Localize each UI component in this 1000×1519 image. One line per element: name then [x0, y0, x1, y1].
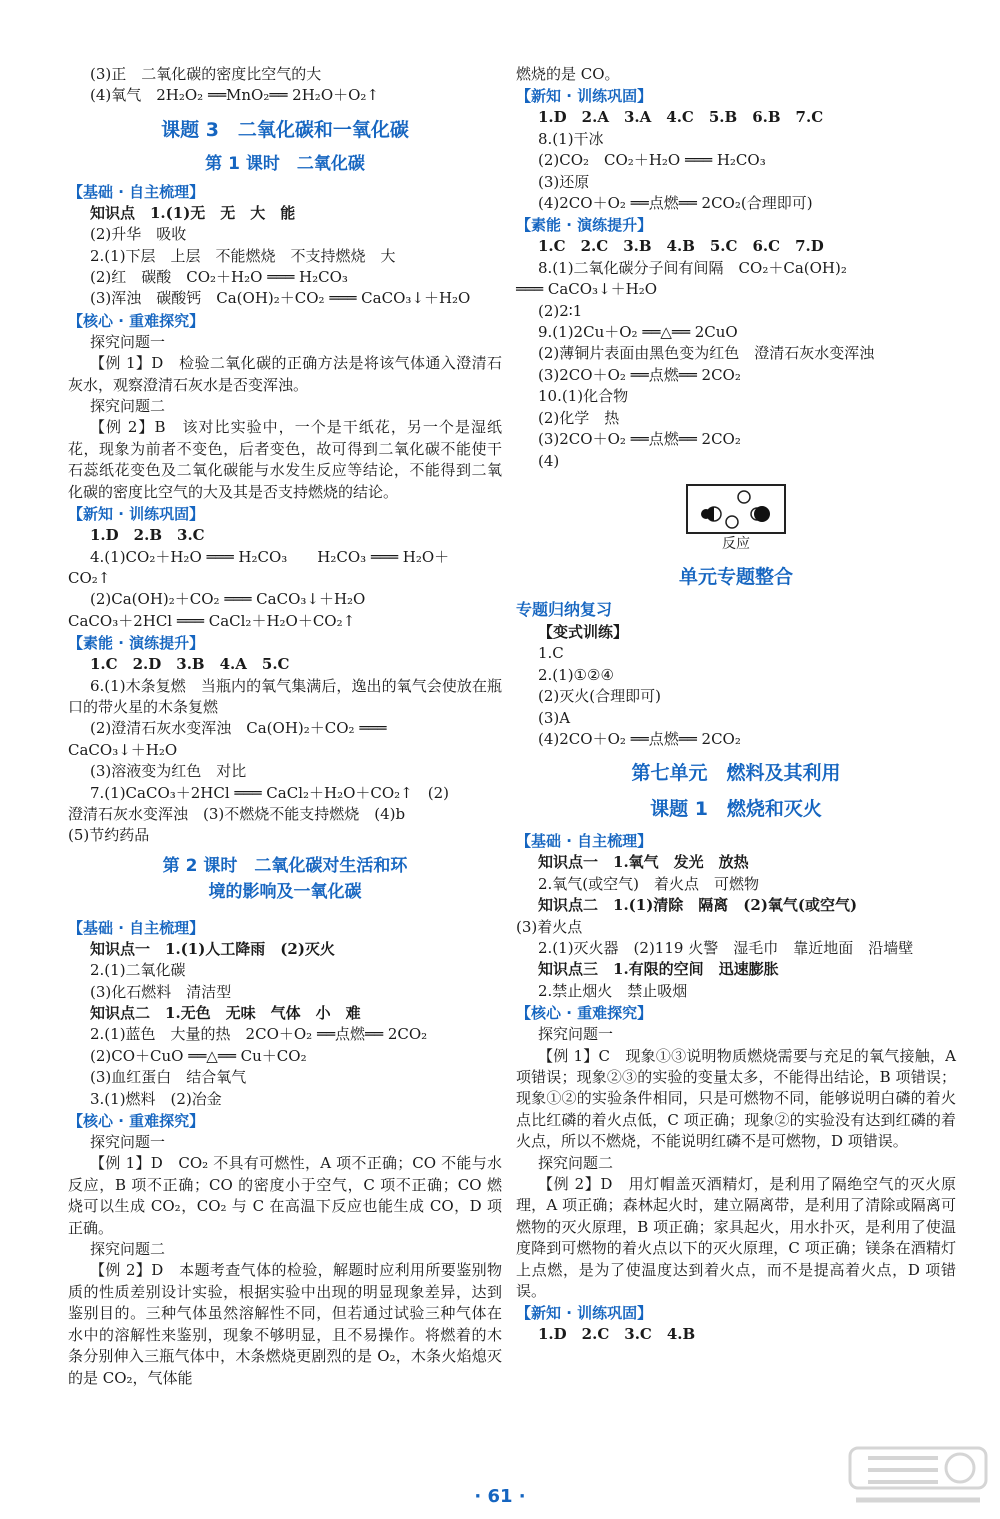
answer-line: 知识点一 1.(1)人工降雨 (2)灭火	[90, 939, 335, 958]
section-label: 【新知 · 训练巩固】	[516, 1304, 653, 1323]
equation-line: (4)氧气 2H₂O₂ ══MnO₂══ 2H₂O＋O₂↑	[90, 86, 379, 105]
answer-line: 7.(1)CaCO₃＋2HCl ═══ CaCl₂＋H₂O＋CO₂↑ (2)	[90, 783, 449, 802]
answer-line: 2.氧气(或空气) 着火点 可燃物	[538, 874, 760, 893]
section-label: 【核心 · 重难探究】	[516, 1004, 653, 1023]
lesson-heading: 第 2 课时 二氧化碳对生活和环	[162, 855, 408, 876]
answer-line: (3)正 二氧化碳的密度比空气的大	[90, 65, 322, 83]
atom-black	[701, 509, 711, 519]
atom-white	[738, 491, 750, 503]
section-label: 【素能 · 演练提升】	[516, 216, 653, 235]
section-label: 【素能 · 演练提升】	[68, 634, 205, 653]
section-label: 【新知 · 训练巩固】	[516, 87, 653, 106]
atom-black	[754, 506, 770, 522]
answer-line: (4)	[538, 451, 560, 470]
answer-line: 2.(1)下层 上层 不能燃烧 不支持燃烧 大	[90, 246, 396, 265]
unit-heading: 单元专题整合	[678, 565, 793, 588]
equation-line: (4)2CO＋O₂ ══点燃══ 2CO₂	[538, 729, 741, 748]
section-label: 【核心 · 重难探究】	[68, 1112, 205, 1131]
equation-line: (3)2CO＋O₂ ══点燃══ 2CO₂	[538, 365, 741, 384]
answer-line: (2)2∶1	[538, 301, 583, 320]
answer-line: (2)升华 吸收	[90, 225, 187, 244]
answer-line: (5)节约药品	[68, 826, 150, 845]
answer-line: (2)CO₂ CO₂＋H₂O ═══ H₂CO₃	[538, 151, 766, 170]
answer-line: 4.(1)CO₂＋H₂O ═══ H₂CO₃ H₂CO₃ ═══ H₂O＋	[90, 547, 450, 566]
equation-line: (2)CO＋CuO ══△══ Cu＋CO₂	[90, 1046, 307, 1065]
answer-line: (3)血红蛋白 结合氧气	[90, 1068, 247, 1087]
equation-line: 2.(1)蓝色 大量的热 2CO＋O₂ ══点燃══ 2CO₂	[90, 1025, 428, 1044]
answer-line: 8.(1)二氧化碳分子间有间隔 CO₂＋Ca(OH)₂	[538, 258, 847, 277]
answer-paragraph: (2)薄铜片表面由黑色变为红色 澄清石灰水变浑浊	[538, 344, 875, 363]
answer-line: 2.(1)①②④	[538, 665, 614, 684]
subheading: 【变式训练】	[538, 622, 629, 641]
answer-line: (2)澄清石灰水变浑浊 Ca(OH)₂＋CO₂ ═══	[90, 719, 387, 738]
answer-line: CaCO₃＋2HCl ═══ CaCl₂＋H₂O＋CO₂↑	[68, 611, 356, 630]
answer-line: 知识点一 1.氧气 发光 放热	[538, 853, 749, 872]
answer-line: 澄清石灰水变浑浊 (3)不燃烧不能支持燃烧 (4)b	[68, 804, 406, 823]
section-label: 【基础 · 自主梳理】	[68, 182, 205, 201]
answer-line: 燃烧的是 CO。	[516, 65, 620, 83]
section-label: 【基础 · 自主梳理】	[516, 832, 653, 851]
lesson-heading: 第 1 课时 二氧化碳	[205, 153, 365, 174]
subheading: 探究问题一	[538, 1025, 614, 1044]
answer-line: 知识点二 1.无色 无味 气体 小 难	[90, 1004, 361, 1022]
review-heading: 专题归纳复习	[516, 599, 613, 619]
watermark-logo	[848, 1444, 988, 1508]
explanation-paragraph: 【例 1】C 现象①③说明物质燃烧需要与充足的氧气接触，A 项错误；现象②③的实验的变量太多，不能得出结论，B 项错误；现象①②的实验条件相同，只是可燃物不同，能够说明白磷的着火点比红磷的着火点低，C 项正确；现象②的实验没有达到红磷的着火点，所以不燃烧，不能说明红磷不是可燃物，D 项错误。	[516, 1046, 956, 1151]
explanation-paragraph: 【例 1】D CO₂ 不具有可燃性，A 项不正确；CO 不能与水反应，B 项不正确；CO 的密度小于空气，C 项不正确；CO 燃烧可以生成 CO₂，CO₂ 与 C 在高温下反应也能生成 CO，D 项正确。	[68, 1154, 502, 1237]
lesson-heading-cont: 境的影响及一氧化碳	[208, 881, 362, 902]
unit-heading: 第七单元 燃料及其利用	[631, 762, 841, 785]
answer-line: 1.D 2.B 3.C	[90, 526, 205, 545]
answer-line: CaCO₃↓＋H₂O	[68, 740, 178, 759]
equation-line: 9.(1)2Cu＋O₂ ══△══ 2CuO	[538, 323, 738, 342]
explanation-paragraph: 【例 2】D 本题考查气体的检验，解题时应利用所要鉴别物质的性质差别设计实验，根据实验中出现的明显现象差异，达到鉴别目的。三种气体虽然溶解性不同，但若通过试验三种气体在水中的溶解性来鉴别，现象不够明显，且不易操作。将燃着的木条分别伸入三瓶气体中，木条燃烧更剧烈的是 O₂，木条火焰熄灭的是 CO₂，气体能	[68, 1261, 502, 1387]
answer-line: 知识点二 1.(1)清除 隔离 (2)氧气(或空气)	[538, 896, 858, 915]
answer-line: 2.禁止烟火 禁止吸烟	[538, 981, 688, 1000]
answer-line: (3)A	[538, 708, 571, 727]
subheading: 探究问题一	[90, 332, 166, 351]
figure-caption: 反应	[722, 535, 750, 552]
explanation-paragraph: 【例 2】D 用灯帽盖灭酒精灯，是利用了隔绝空气的灭火原理，A 项正确；森林起火时，建立隔离带，是利用了清除或隔离可燃物的灭火原理，B 项正确；家具起火，用水扑灭，是利用了使温度降到可燃物的着火点以下的灭火原理，C 项正确；镁条在酒精灯上点燃，是为了使温度达到着火点，而不是提高着火点，D 项错误。	[516, 1175, 956, 1301]
answer-line: (2)化学 热	[538, 408, 620, 427]
explanation-paragraph: 【例 2】B 该对比实验中，一个是干纸花，另一个是湿纸花，现象为前者不变色，后者变色，故可得到二氧化碳不能使干石蕊纸花变色及二氧化碳能与水发生反应等结论，不能得到二氧化碳的密度比空气的大及其是否支持燃烧的结论。	[68, 418, 502, 501]
answer-line: 8.(1)干冰	[538, 129, 604, 148]
answer-line: (3)浑浊 碳酸钙 Ca(OH)₂＋CO₂ ═══ CaCO₃↓＋H₂O	[90, 289, 471, 308]
answer-paragraph: 6.(1)木条复燃 当瓶内的氧气集满后，逸出的氧气会使放在瓶口的带火星的木条复燃	[68, 676, 502, 716]
answer-line: 知识点三 1.有限的空间 迅速膨胀	[538, 960, 779, 979]
answer-line: ═══ CaCO₃↓＋H₂O	[516, 280, 658, 299]
section-label: 【新知 · 训练巩固】	[68, 505, 205, 524]
answer-line: 1.C	[538, 644, 564, 663]
molecule-diagram	[686, 484, 786, 534]
explanation-paragraph: 【例 1】D 检验二氧化碳的正确方法是将该气体通入澄清石灰水，观察澄清石灰水是否变浑浊。	[68, 354, 502, 394]
answer-line: 知识点 1.(1)无 无 大 能	[90, 203, 296, 222]
answer-line: (3)化石燃料 清洁型	[90, 982, 232, 1001]
answer-line: 1.D 2.A 3.A 4.C 5.B 6.B 7.C	[538, 108, 824, 127]
answer-line: CO₂↑	[68, 568, 111, 587]
answer-line: (3)还原	[538, 172, 590, 191]
subheading: 探究问题二	[90, 1240, 166, 1259]
answer-line: (2)Ca(OH)₂＋CO₂ ═══ CaCO₃↓＋H₂O	[90, 590, 366, 609]
answer-paragraph: 2.(1)灭火器 (2)119 火警 湿毛巾 靠近地面 沿墙壁	[538, 938, 914, 957]
subheading: 探究问题二	[538, 1153, 614, 1172]
answer-line: 10.(1)化合物	[538, 387, 629, 406]
answer-line: (3)着火点	[516, 917, 583, 936]
topic-heading: 课题 3 二氧化碳和一氧化碳	[161, 118, 409, 141]
answer-line: 2.(1)二氧化碳	[90, 961, 186, 980]
page-number: · 61 ·	[474, 1486, 526, 1507]
section-label: 【核心 · 重难探究】	[68, 311, 205, 330]
subheading: 探究问题二	[90, 397, 166, 416]
right-column	[516, 64, 956, 1346]
equation-line: (3)2CO＋O₂ ══点燃══ 2CO₂	[538, 430, 741, 449]
answer-line: 3.(1)燃料 (2)冶金	[90, 1089, 222, 1108]
answer-line: 1.C 2.D 3.B 4.A 5.C	[90, 655, 290, 674]
answer-line: (2)灭火(合理即可)	[538, 687, 661, 706]
topic-heading: 课题 1 燃烧和灭火	[650, 798, 822, 821]
answer-line: (3)溶液变为红色 对比	[90, 762, 247, 781]
atom-white	[726, 516, 738, 528]
equation-line: (4)2CO＋O₂ ══点燃══ 2CO₂(合理即可)	[538, 194, 813, 213]
section-label: 【基础 · 自主梳理】	[68, 918, 205, 937]
subheading: 探究问题一	[90, 1133, 166, 1152]
answer-line: (2)红 碳酸 CO₂＋H₂O ═══ H₂CO₃	[90, 268, 348, 287]
answer-line: 1.C 2.C 3.B 4.B 5.C 6.C 7.D	[538, 237, 824, 256]
answer-line: 1.D 2.C 3.C 4.B	[538, 1325, 696, 1344]
left-column	[68, 64, 502, 1389]
